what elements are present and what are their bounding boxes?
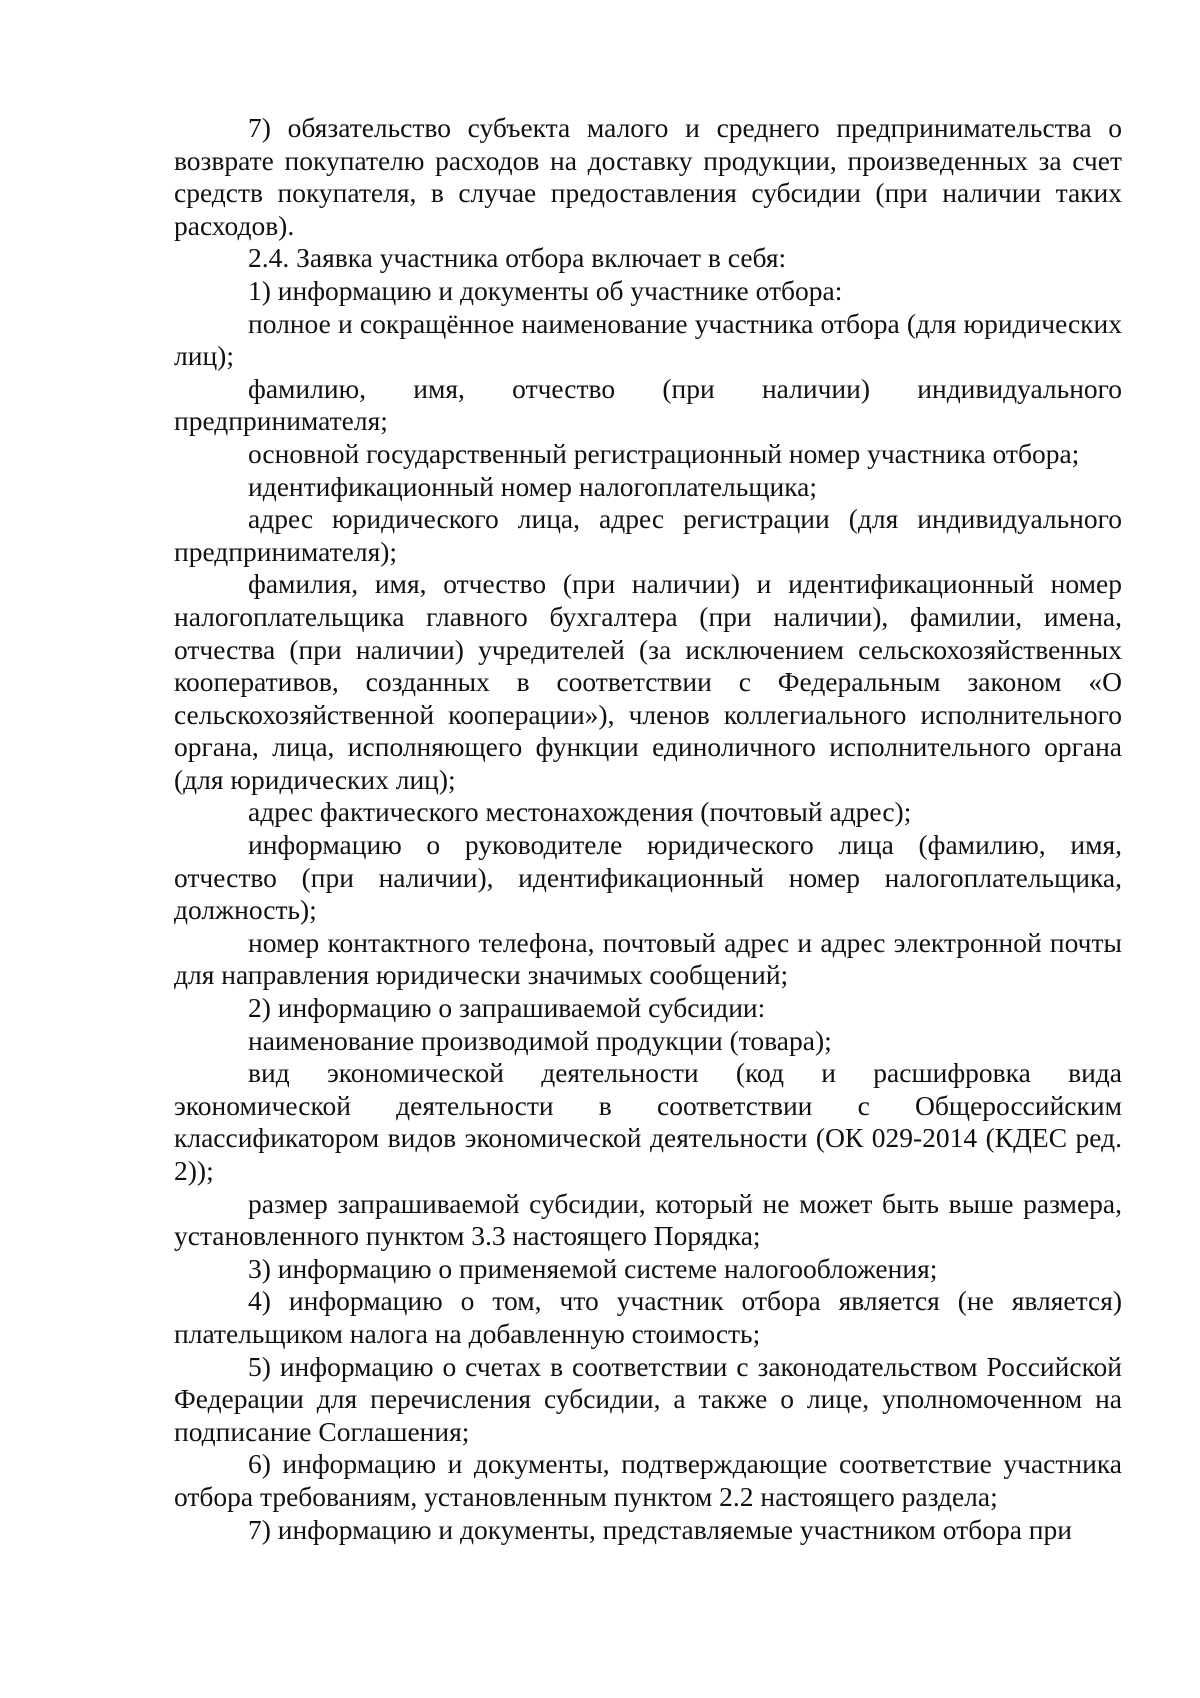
paragraph-director-info: информацию о руководителе юридического лица (фамилию, имя, отчество (при наличии), идентификационный номер налогоплательщика, должность); [174,829,1122,926]
paragraph-fio-entrepreneur: фамилию, имя, отчество (при наличии) индивидуального предпринимателя; [174,372,1122,437]
paragraph-product-name: наименование производимой продукции (товара); [248,1024,832,1056]
paragraph-obligation-refund: 7) обязательство субъекта малого и среднего предпринимательства о возврате покупателю расходов на доставку продукции, произведенных за счет средств покупателя, в случае предоставления субсидии (при наличии таких расходов). [174,112,1122,241]
paragraph-item-2: 2) информацию о запрашиваемой субсидии: [248,992,766,1024]
paragraph-inn: идентификационный номер налогоплательщика; [248,470,818,502]
paragraph-item-7: 7) информацию и документы, представляемые участником отбора при [248,1513,1072,1545]
paragraph-item-6: 6) информацию и документы, подтверждающие соответствие участника отбора требованиям, установленным пунктом 2.2 настоящего раздела; [174,1448,1122,1512]
paragraph-accountant-founders: фамилия, имя, отчество (при наличии) и идентификационный номер налогоплательщика главного бухгалтера (при наличии), фамилии, имена, отчества (при наличии) учредителей (за исключением сельскохозяйственных кооперативов, созданных в соответствии с Федеральным законом «О сельскохозяйственной кооперации»), членов коллегиального исполнительного органа, лица, исполняющего функции единоличного исполнительного органа (для юридических лиц); [174,568,1122,795]
paragraph-item-3: 3) информацию о применяемой системе налогообложения; [248,1252,938,1284]
paragraph-item-5: 5) информацию о счетах в соответствии с законодательством Российской Федерации для перечисления субсидии, а также о лице, уполномоченном на подписание Соглашения; [174,1350,1122,1447]
paragraph-ogrn: основной государственный регистрационный номер участника отбора; [248,437,1080,469]
paragraph-item-4: 4) информацию о том, что участник отбора является (не является) плательщиком налога на добавленную стоимость; [174,1285,1122,1349]
paragraph-actual-address: адрес фактического местонахождения (почтовый адрес); [248,796,912,828]
paragraph-section-2-4: 2.4. Заявка участника отбора включает в себя: [248,242,787,274]
paragraph-activity-code: вид экономической деятельности (код и расшифровка вида экономической деятельности в соответствии с Общероссийским классификатором видов экономической деятельности (ОК 029-2014 (КДЕС ред. 2)); [174,1057,1122,1186]
document-page [174,112,1122,1546]
paragraph-subsidy-amount: размер запрашиваемой субсидии, который не может быть выше размера, установленного пунктом 3.3 настоящего Порядка; [174,1187,1122,1252]
paragraph-item-1: 1) информацию и документы об участнике отбора: [248,274,843,306]
paragraph-legal-address: адрес юридического лица, адрес регистрации (для индивидуального предпринимателя); [174,503,1122,567]
paragraph-full-name: полное и сокращённое наименование участника отбора (для юридических лиц); [174,307,1122,372]
paragraph-contacts: номер контактного телефона, почтовый адрес и адрес электронной почты для направления юридически значимых сообщений; [174,926,1122,991]
